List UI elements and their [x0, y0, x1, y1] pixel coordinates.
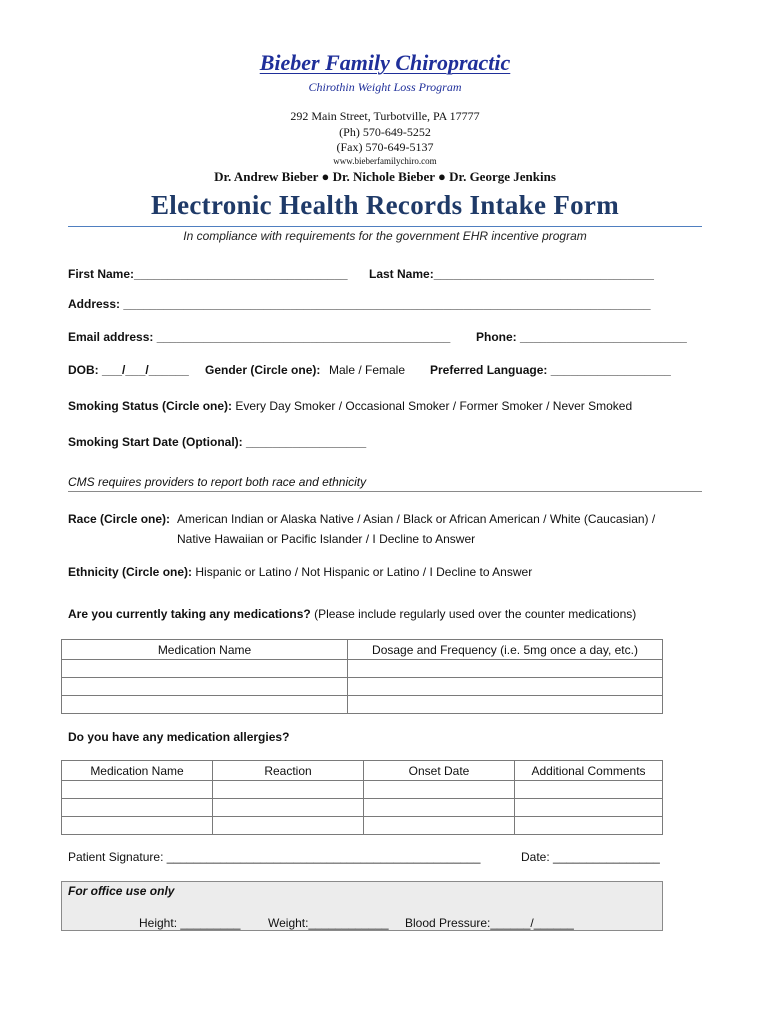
table-row	[62, 781, 663, 799]
table-cell[interactable]	[213, 781, 364, 799]
table-row	[62, 696, 663, 714]
table-row	[62, 660, 663, 678]
medications-question	[68, 607, 636, 621]
table-cell[interactable]	[348, 678, 663, 696]
table-row	[62, 799, 663, 817]
first-name-field[interactable]: First Name:________________________________	[68, 267, 348, 281]
office-height-field[interactable]: Height: _________	[139, 916, 241, 930]
gender-options[interactable]: Male / Female	[329, 363, 406, 377]
column-header-medication-name: Medication Name	[62, 640, 348, 660]
preferred-language-field[interactable]: Preferred Language: __________________	[430, 363, 671, 377]
cms-note: CMS requires providers to report both race and ethnicity	[68, 475, 367, 489]
office-blood-pressure-field[interactable]: Blood Pressure:______/______	[405, 916, 574, 930]
program-name: Chirothin Weight Loss Program	[308, 80, 462, 94]
address-field[interactable]: Address: _______________________________________________________________________________	[68, 297, 651, 311]
ethnicity-row	[68, 565, 532, 579]
doctor-list: Dr. Andrew Bieber ● Dr. Nichole Bieber ● Dr. George Jenkins	[214, 169, 556, 184]
title-divider	[68, 226, 702, 227]
smoking-start-date-field[interactable]: Smoking Start Date (Optional): __________________	[68, 435, 367, 449]
race-label: Race (Circle one):	[68, 512, 171, 526]
table-cell[interactable]	[62, 696, 348, 714]
table-cell[interactable]	[515, 781, 663, 799]
table-cell[interactable]	[515, 799, 663, 817]
last-name-field[interactable]: Last Name:_________________________________	[369, 267, 654, 281]
table-row	[62, 817, 663, 835]
medications-table	[61, 639, 663, 714]
ethnicity-label: Ethnicity (Circle one):	[68, 565, 193, 579]
table-cell[interactable]	[364, 817, 515, 835]
table-header-row	[62, 640, 663, 660]
allergies-question: Do you have any medication allergies?	[68, 730, 290, 744]
table-cell[interactable]	[348, 696, 663, 714]
table-cell[interactable]	[213, 817, 364, 835]
table-header-row	[62, 761, 663, 781]
table-cell[interactable]	[348, 660, 663, 678]
column-header-medication-name: Medication Name	[62, 761, 213, 781]
patient-signature-field[interactable]: Patient Signature: _______________________________________________	[68, 850, 481, 864]
phone-field[interactable]: Phone: _________________________	[476, 330, 687, 344]
practice-fax: (Fax) 570-649-5137	[336, 140, 434, 154]
table-row	[62, 678, 663, 696]
race-options-line2[interactable]: Native Hawaiian or Pacific Islander / I Decline to Answer	[177, 532, 476, 546]
column-header-reaction: Reaction	[213, 761, 364, 781]
allergies-table	[61, 760, 663, 835]
smoking-status-options[interactable]: Every Day Smoker / Occasional Smoker / Former Smoker / Never Smoked	[235, 399, 633, 413]
gender-label: Gender (Circle one):	[205, 363, 321, 377]
column-header-additional-comments: Additional Comments	[515, 761, 663, 781]
table-cell[interactable]	[364, 799, 515, 817]
practice-website: www.bieberfamilychiro.com	[333, 156, 437, 166]
dob-field[interactable]: DOB: ___/___/______	[68, 363, 189, 377]
street-address: 292 Main Street, Turbotville, PA 17777	[290, 109, 480, 123]
form-title: Electronic Health Records Intake Form	[150, 190, 620, 220]
ethnicity-options[interactable]: Hispanic or Latino / Not Hispanic or Latino / I Decline to Answer	[195, 565, 533, 579]
table-cell[interactable]	[62, 678, 348, 696]
smoking-status-label: Smoking Status (Circle one):	[68, 399, 233, 413]
practice-name: Bieber Family Chiropractic	[259, 50, 511, 75]
practice-phone: (Ph) 570-649-5252	[339, 125, 431, 139]
table-cell[interactable]	[364, 781, 515, 799]
column-header-dosage-frequency: Dosage and Frequency (i.e. 5mg once a day, etc.)	[348, 640, 663, 660]
smoking-status-row	[68, 399, 632, 413]
medications-question-text: Are you currently taking any medications?	[68, 607, 311, 621]
table-cell[interactable]	[62, 781, 213, 799]
table-cell[interactable]	[62, 799, 213, 817]
table-cell[interactable]	[62, 817, 213, 835]
email-field[interactable]: Email address: ____________________________________________	[68, 330, 451, 344]
cms-divider	[68, 491, 702, 492]
column-header-onset-date: Onset Date	[364, 761, 515, 781]
race-options-line1[interactable]: American Indian or Alaska Native / Asian / Black or African American / White (Caucasian) /	[177, 512, 656, 526]
signature-date-field[interactable]: Date: ________________	[521, 850, 660, 864]
table-cell[interactable]	[515, 817, 663, 835]
office-use-title: For office use only	[68, 884, 175, 898]
office-weight-field[interactable]: Weight:____________	[268, 916, 389, 930]
medications-question-note: (Please include regularly used over the counter medications)	[314, 607, 637, 621]
table-cell[interactable]	[213, 799, 364, 817]
compliance-note: In compliance with requirements for the government EHR incentive program	[183, 229, 587, 243]
table-cell[interactable]	[62, 660, 348, 678]
